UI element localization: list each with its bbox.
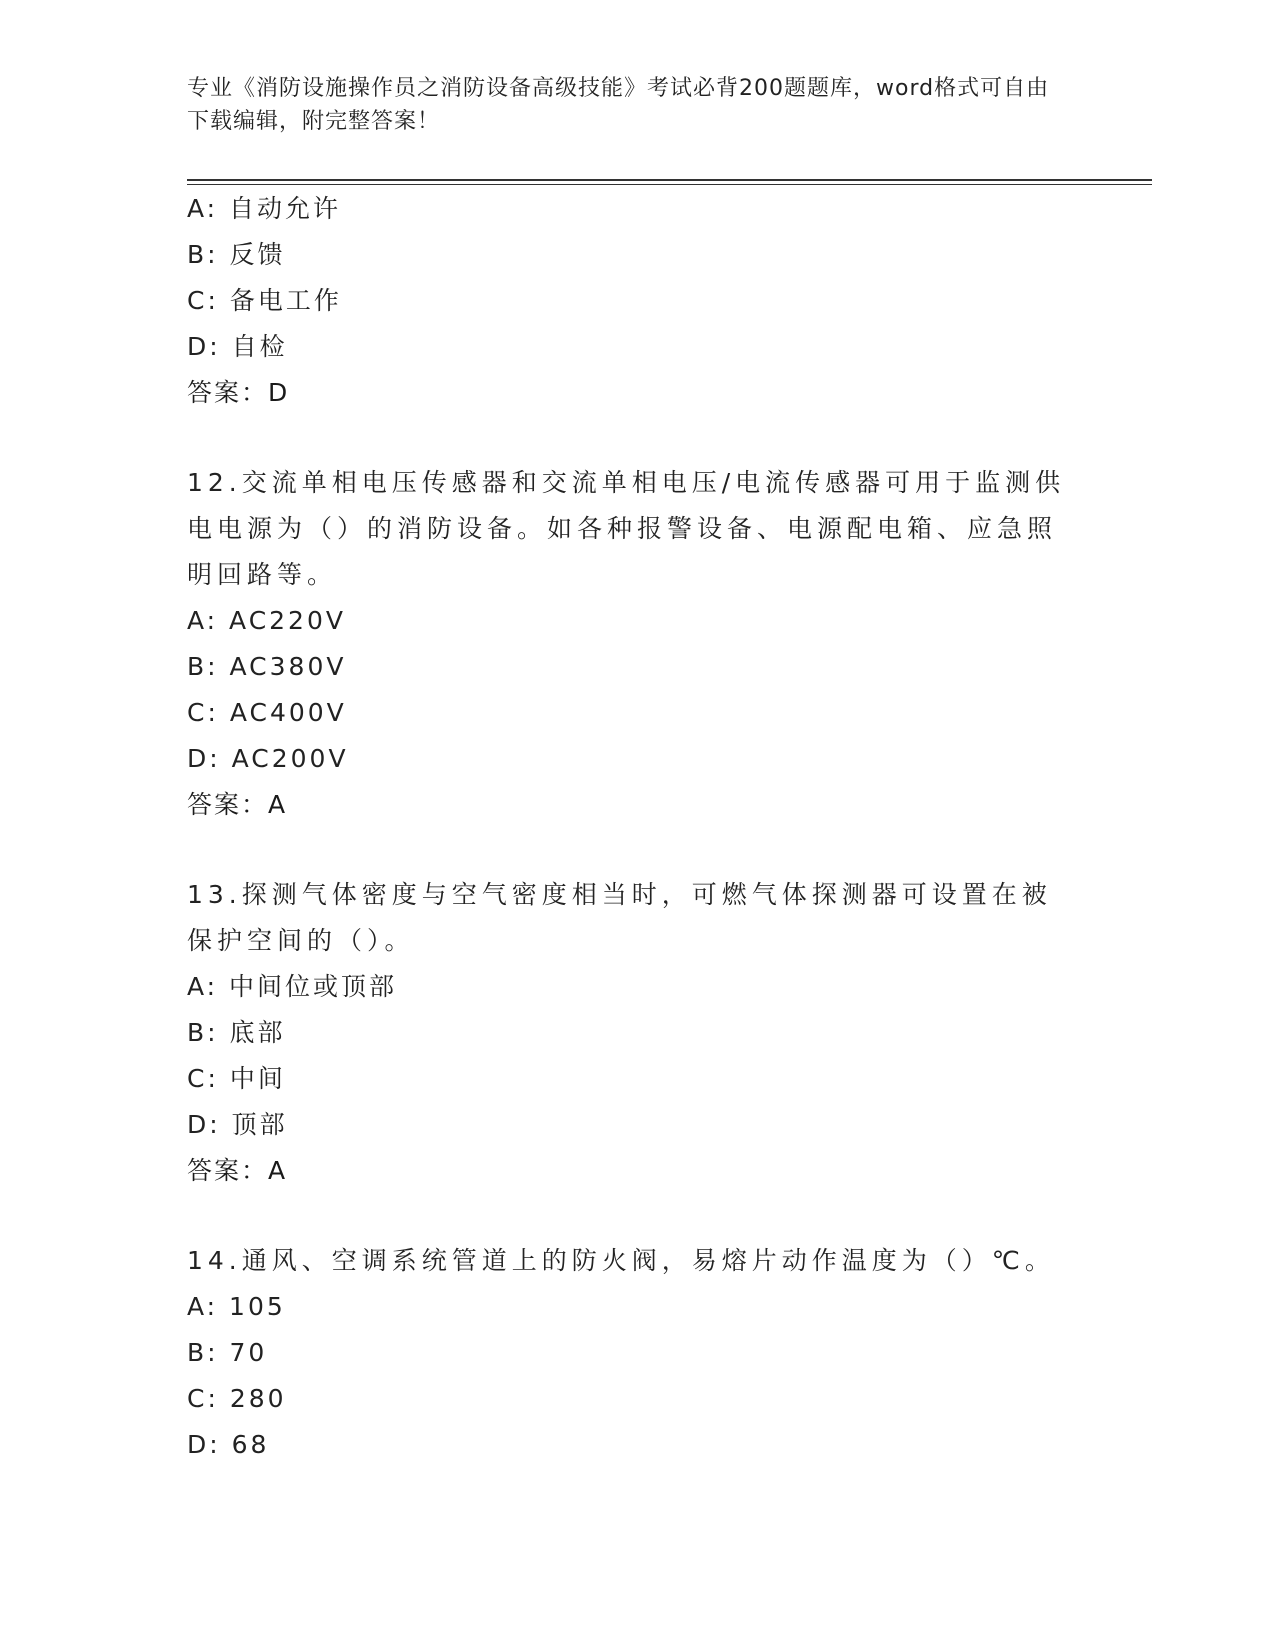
question-12 <box>187 460 1087 828</box>
option-d: D: 68 <box>187 1430 270 1459</box>
header-divider-thin <box>187 184 1152 185</box>
question-stem: 12.交流单相电压传感器和交流单相电压/电流传感器可用于监测供电电源为（）的消防设备。如各种报警设备、电源配电箱、应急照明回路等。 <box>187 468 1066 589</box>
option-a: A: 中间位或顶部 <box>187 972 398 1001</box>
option-d: D: 自检 <box>187 332 288 361</box>
option-c: C: AC400V <box>187 698 347 727</box>
option-d: D: AC200V <box>187 744 349 773</box>
question-stem: 13.探测气体密度与空气密度相当时，可燃气体探测器可设置在被保护空间的（）。 <box>187 880 1052 955</box>
question-13 <box>187 872 1087 1194</box>
answer-text: 答案：A <box>187 1156 288 1185</box>
option-c: C: 280 <box>187 1384 287 1413</box>
option-b: B: 底部 <box>187 1018 286 1047</box>
option-d: D: 顶部 <box>187 1110 288 1139</box>
answer-text: 答案：D <box>187 378 290 407</box>
header-divider-thick <box>187 179 1152 181</box>
question-14 <box>187 1238 1087 1468</box>
question-11-tail <box>187 186 1087 416</box>
option-a: A: 105 <box>187 1292 286 1321</box>
answer-text: 答案：A <box>187 790 288 819</box>
question-stem: 14.通风、空调系统管道上的防火阀，易熔片动作温度为（）℃。 <box>187 1246 1055 1275</box>
option-a: A: 自动允许 <box>187 194 342 223</box>
option-c: C: 中间 <box>187 1064 286 1093</box>
option-b: B: 70 <box>187 1338 268 1367</box>
document-intro: 专业《消防设施操作员之消防设备高级技能》考试必背200题题库，word格式可自由下载编辑，附完整答案！ <box>187 76 1050 134</box>
option-b: B: AC380V <box>187 652 347 681</box>
option-c: C: 备电工作 <box>187 286 342 315</box>
question-list <box>187 186 1087 1468</box>
option-a: A: AC220V <box>187 606 346 635</box>
option-b: B: 反馈 <box>187 240 286 269</box>
